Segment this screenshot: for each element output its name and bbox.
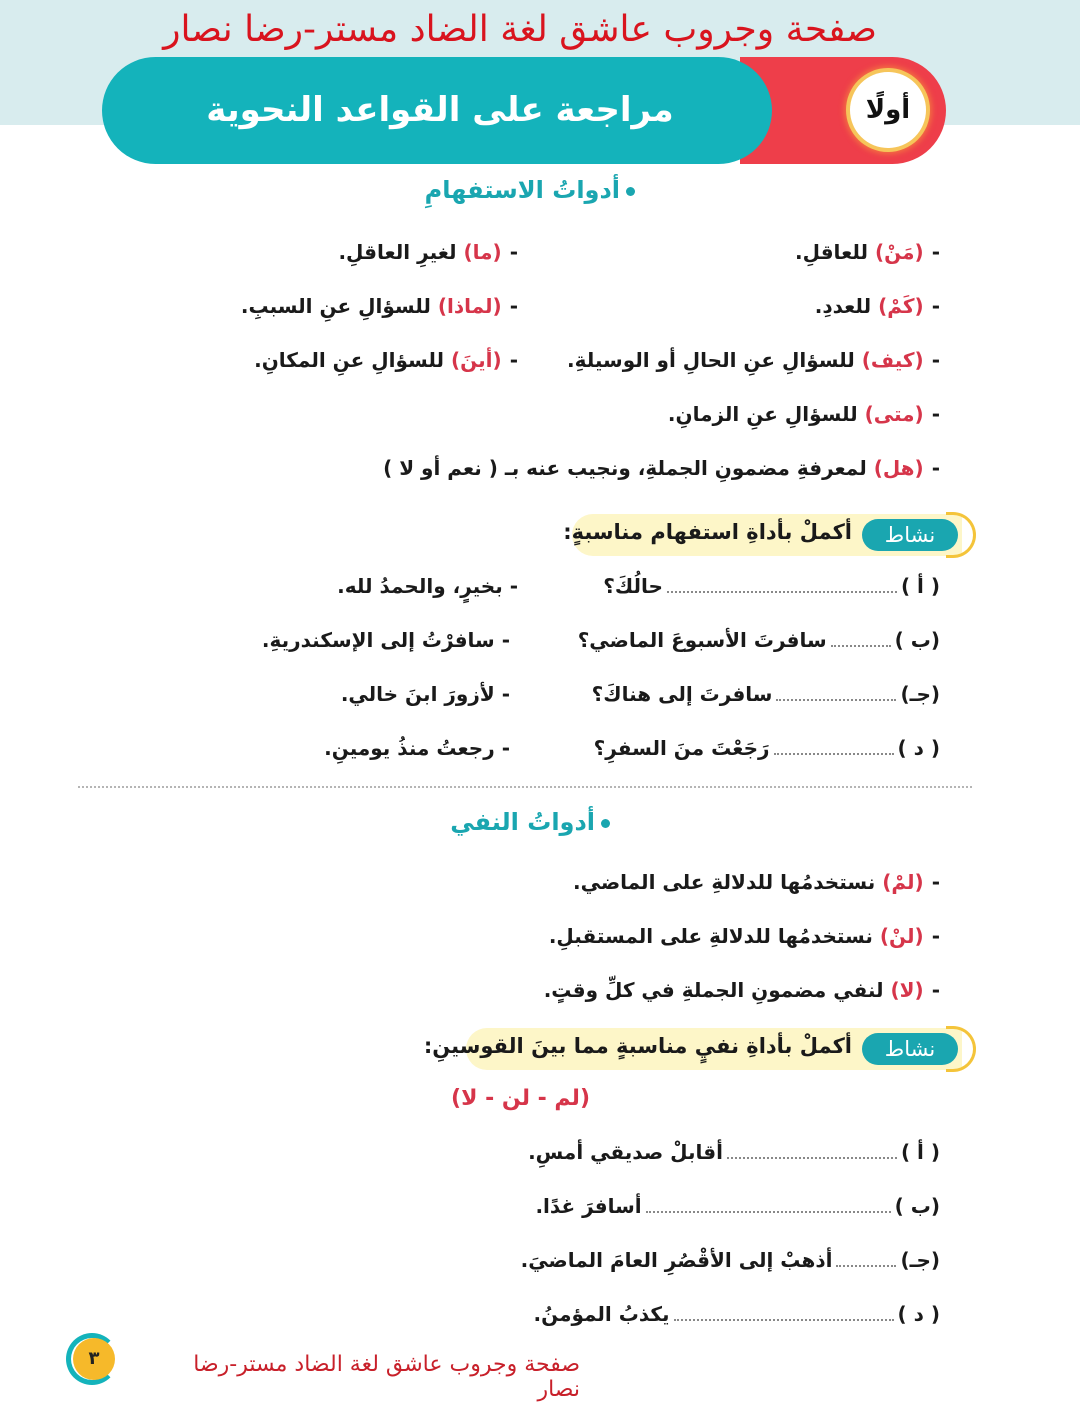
watermark-bottom: صفحة وجروب عاشق لغة الضاد مستر-رضا نصار (193, 1352, 580, 1402)
exercise-answer: - رجعتُ منذُ يومينِ. (324, 736, 510, 760)
section-badge: أولًا (850, 72, 926, 148)
interrogative-item: -(ما) لغيرِ العاقلِ. (338, 240, 518, 264)
answer-blank[interactable] (646, 1207, 891, 1213)
answer-blank[interactable] (667, 587, 897, 593)
interrogative-item: -(مَنْ) للعاقلِ. (795, 240, 940, 264)
negation-item: -(لنْ) نستخدمُها للدلالةِ على المستقبلِ. (548, 924, 940, 948)
exercise-row: (جـ)سافرتَ إلى هناكَ؟ (591, 682, 940, 706)
activity-instruction: أكملْ بأداةِ استفهام مناسبةٍ: (563, 520, 852, 544)
interrogative-item: -(أينَ) للسؤالِ عنِ المكانِ. (254, 348, 518, 372)
exercise-row: (ب )سافرتَ الأسبوعَ الماضي؟ (577, 628, 940, 652)
section-divider (78, 786, 972, 788)
exercise-answer: - لأزورَ ابنَ خالي. (340, 682, 510, 706)
activity-label: نشاط (862, 519, 958, 551)
choices-list: (لم - لن - لا) (451, 1086, 590, 1111)
activity-label: نشاط (862, 1033, 958, 1065)
interrogative-item: -(كَمْ) للعددِ. (814, 294, 940, 318)
negation-item: -(لا) لنفي مضمونِ الجملةِ في كلِّ وقتٍ. (543, 978, 940, 1002)
interrogative-item: -(كيف) للسؤالِ عنِ الحالِ أو الوسيلةِ. (566, 348, 940, 372)
answer-blank[interactable] (831, 641, 891, 647)
section-title-negation: أدواتُ النفي (450, 808, 610, 836)
exercise-row: (جـ)أذهبْ إلى الأقْصُرِ العامَ الماضيَ. (520, 1248, 940, 1272)
negation-item: -(لمْ) نستخدمُها للدلالةِ على الماضي. (572, 870, 940, 894)
activity-instruction: أكملْ بأداةِ نفيٍ مناسبةٍ مما بينَ القوسينِ: (423, 1034, 852, 1058)
interrogative-item: -(لماذا) للسؤالِ عنِ السببِ. (240, 294, 518, 318)
answer-blank[interactable] (776, 695, 896, 701)
exercise-row: ( أ )حالُكَ؟ (603, 574, 940, 598)
answer-blank[interactable] (774, 749, 894, 755)
interrogative-item: -(هل) لمعرفةِ مضمونِ الجملةِ، ونجيب عنه بـ ( نعم أو لا ) (383, 456, 940, 480)
page-number: ٣ (73, 1338, 115, 1380)
exercise-row: ( أ )أقابلْ صديقي أمسِ. (528, 1140, 940, 1164)
exercise-answer: - بخيرٍ، والحمدُ لله. (337, 574, 518, 598)
answer-blank[interactable] (674, 1315, 894, 1321)
exercise-answer: - سافرْتُ إلى الإسكندريةِ. (261, 628, 510, 652)
exercise-row: ( د )يكذبُ المؤمنُ. (533, 1302, 940, 1326)
page-title: مراجعة على القواعد النحوية (206, 90, 674, 130)
section-title-interrogatives: أدواتُ الاستفهامِ (425, 176, 635, 204)
watermark-top: صفحة وجروب عاشق لغة الضاد مستر-رضا نصار (163, 9, 877, 50)
exercise-row: ( د )رَجَعْتَ منَ السفرِ؟ (593, 736, 940, 760)
exercise-row: (ب )أسافرَ غدًا. (535, 1194, 940, 1218)
bullet-icon (626, 187, 635, 196)
answer-blank[interactable] (727, 1153, 897, 1159)
bullet-icon (601, 819, 610, 828)
answer-blank[interactable] (836, 1261, 896, 1267)
interrogative-item: -(متى) للسؤالِ عنِ الزمانِ. (667, 402, 940, 426)
